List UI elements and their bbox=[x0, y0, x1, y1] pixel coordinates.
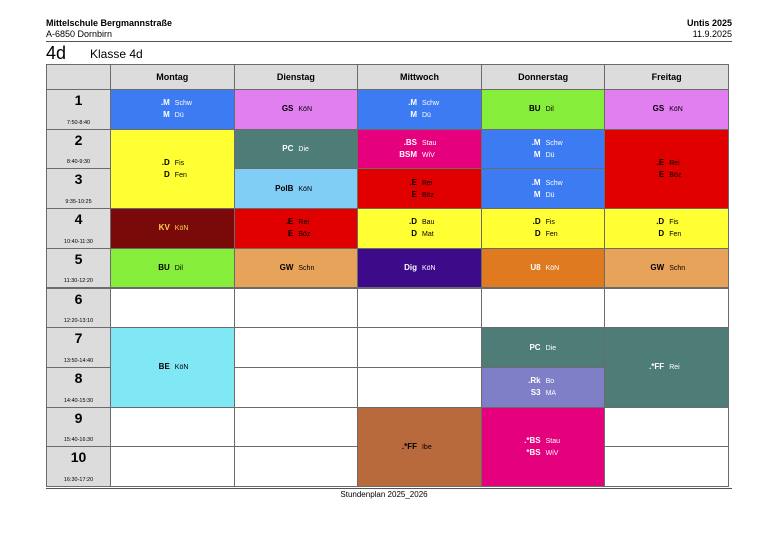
class-code: 4d bbox=[46, 43, 67, 63]
lesson-cell bbox=[357, 407, 482, 487]
lesson-line bbox=[144, 97, 201, 109]
period-time: 15:40-16:30 bbox=[63, 437, 94, 444]
teacher-code: Dü bbox=[174, 112, 184, 120]
lesson-cell bbox=[481, 168, 606, 209]
lesson-cell bbox=[481, 248, 606, 289]
period-label-5 bbox=[46, 248, 111, 289]
lesson-line bbox=[391, 216, 448, 228]
period-time: 16:30-17:20 bbox=[63, 476, 94, 483]
period-time: 11:30-12:20 bbox=[64, 278, 93, 285]
lesson-line bbox=[391, 177, 448, 189]
teacher-code: Dü bbox=[421, 112, 431, 120]
teacher-code: Fis bbox=[669, 219, 679, 227]
lesson-cell bbox=[357, 168, 482, 209]
teacher-code: Schw bbox=[545, 179, 563, 187]
subject-code: BU bbox=[158, 263, 170, 273]
lesson-cell bbox=[357, 248, 482, 289]
empty-slot bbox=[110, 288, 235, 329]
lesson-line bbox=[391, 189, 448, 201]
lesson-line bbox=[638, 216, 695, 228]
subject-code: M bbox=[533, 189, 541, 199]
subject-code: M bbox=[410, 110, 417, 120]
subject-code: D bbox=[411, 229, 417, 239]
period-label-4 bbox=[46, 208, 111, 249]
subject-code: .BS bbox=[403, 138, 417, 148]
period-number: 9 bbox=[74, 409, 83, 426]
teacher-code: Rei bbox=[298, 219, 309, 227]
teacher-code: Bo bbox=[545, 378, 555, 386]
print-date: 11.9.2025 bbox=[692, 29, 732, 39]
subject-code: .*FF bbox=[649, 362, 665, 372]
lesson-line bbox=[638, 169, 695, 181]
lesson-line bbox=[267, 103, 324, 115]
lesson-cell bbox=[357, 89, 482, 130]
lesson-line bbox=[267, 216, 324, 228]
subject-code: .*BS bbox=[524, 435, 541, 445]
subject-code: .D bbox=[532, 217, 541, 227]
lesson-cell bbox=[110, 129, 235, 209]
school-header bbox=[46, 18, 172, 40]
period-label-10 bbox=[46, 446, 111, 487]
teacher-code: KöN bbox=[298, 185, 313, 193]
teacher-code: Schw bbox=[174, 100, 192, 108]
period-number: 8 bbox=[74, 369, 83, 386]
period-label-9 bbox=[46, 407, 111, 448]
period-time: 8:40-9:30 bbox=[66, 159, 91, 166]
lesson-line bbox=[267, 262, 324, 274]
teacher-code: KöN bbox=[421, 265, 436, 273]
teacher-code: KöN bbox=[174, 364, 189, 372]
subject-code: .D bbox=[656, 217, 665, 227]
lesson-line bbox=[515, 447, 572, 459]
teacher-code: Rei bbox=[669, 364, 680, 372]
grid-corner bbox=[46, 64, 111, 90]
lesson-cell bbox=[481, 129, 606, 170]
teacher-code: Bau bbox=[421, 219, 435, 227]
school-address: A-6850 Dornbirn bbox=[46, 29, 113, 39]
lesson-cell bbox=[234, 248, 359, 289]
lesson-line bbox=[515, 435, 572, 447]
period-label-3 bbox=[46, 168, 111, 209]
empty-slot bbox=[234, 327, 359, 368]
teacher-code: Fis bbox=[545, 219, 555, 227]
lesson-line bbox=[638, 103, 695, 115]
subject-code: GS bbox=[652, 104, 665, 114]
lesson-line bbox=[267, 143, 324, 155]
lesson-line bbox=[515, 177, 572, 189]
teacher-code: KöN bbox=[174, 225, 189, 233]
subject-code: M bbox=[533, 150, 541, 160]
teacher-code: Dil bbox=[545, 106, 554, 114]
subject-code: M bbox=[163, 110, 170, 120]
lesson-line bbox=[391, 149, 448, 161]
lesson-cell bbox=[481, 89, 606, 130]
day-header-freitag: Freitag bbox=[604, 64, 729, 90]
subject-code: GS bbox=[281, 104, 294, 114]
subject-code: KV bbox=[158, 223, 170, 233]
teacher-code: Mat bbox=[421, 231, 434, 239]
lesson-cell bbox=[481, 407, 606, 487]
lesson-line bbox=[144, 109, 201, 121]
subject-code: .*FF bbox=[401, 441, 417, 451]
lesson-line bbox=[515, 342, 572, 354]
empty-slot bbox=[234, 367, 359, 408]
period-number: 5 bbox=[74, 250, 83, 267]
period-label-1 bbox=[46, 89, 111, 130]
day-header-montag: Montag bbox=[110, 64, 235, 90]
teacher-code: KöN bbox=[669, 106, 683, 114]
teacher-code: Ibe bbox=[421, 443, 432, 451]
subject-code: .M bbox=[531, 138, 541, 148]
lesson-cell bbox=[357, 129, 482, 170]
footer-divider bbox=[46, 488, 732, 489]
subject-code: BU bbox=[529, 104, 541, 114]
lesson-line bbox=[515, 137, 572, 149]
empty-slot bbox=[604, 288, 729, 329]
subject-code: PC bbox=[529, 342, 541, 352]
teacher-code: Fen bbox=[174, 171, 187, 179]
day-header-donnerstag: Donnerstag bbox=[481, 64, 606, 90]
lesson-cell bbox=[604, 248, 729, 289]
teacher-code: KöN bbox=[298, 106, 313, 114]
period-label-7 bbox=[46, 327, 111, 368]
lesson-line bbox=[515, 228, 572, 240]
teacher-code: Schn bbox=[669, 265, 686, 273]
teacher-code: Stau bbox=[421, 140, 437, 148]
lesson-line bbox=[515, 103, 572, 115]
teacher-code: Fen bbox=[545, 231, 558, 239]
subject-code: PolB bbox=[275, 183, 294, 193]
empty-slot bbox=[110, 407, 235, 448]
school-name: Mittelschule Bergmannstraße bbox=[46, 18, 173, 28]
period-number: 10 bbox=[70, 449, 87, 466]
subject-code: U8 bbox=[530, 263, 541, 273]
subject-code: E bbox=[411, 189, 417, 199]
period-number: 4 bbox=[74, 211, 83, 228]
period-number: 2 bbox=[74, 131, 83, 148]
teacher-code: MA bbox=[545, 390, 557, 398]
empty-slot bbox=[234, 288, 359, 329]
lesson-cell bbox=[481, 327, 606, 368]
teacher-code: Rei bbox=[669, 159, 680, 167]
period-label-8 bbox=[46, 367, 111, 408]
lesson-line bbox=[515, 262, 572, 274]
teacher-code: WiV bbox=[545, 449, 559, 457]
lesson-cell bbox=[481, 367, 606, 408]
subject-code: .M bbox=[531, 177, 541, 187]
subject-code: D bbox=[164, 169, 170, 179]
subject-code: GW bbox=[279, 263, 294, 273]
teacher-code: Schw bbox=[421, 100, 440, 108]
lesson-cell bbox=[604, 327, 729, 407]
teacher-code: Rei bbox=[421, 179, 433, 187]
lesson-cell bbox=[110, 208, 235, 249]
period-number: 3 bbox=[74, 171, 83, 188]
subject-code: D bbox=[534, 229, 541, 239]
teacher-code: Fen bbox=[669, 231, 682, 239]
teacher-code: Die bbox=[298, 146, 309, 154]
teacher-code: Böz bbox=[669, 171, 682, 179]
subject-code: .E bbox=[285, 217, 294, 227]
timetable-grid bbox=[46, 64, 728, 486]
teacher-code: Dü bbox=[545, 152, 555, 160]
day-header-mittwoch: Mittwoch bbox=[357, 64, 482, 90]
subject-code: E bbox=[288, 229, 294, 239]
lesson-line bbox=[515, 149, 572, 161]
lesson-line bbox=[144, 169, 201, 181]
lesson-cell bbox=[604, 129, 729, 209]
subject-code: .D bbox=[161, 157, 170, 167]
lesson-cell bbox=[604, 89, 729, 130]
period-time: 14:40-15:30 bbox=[63, 397, 94, 404]
lesson-line bbox=[144, 361, 201, 373]
lesson-line bbox=[638, 228, 695, 240]
teacher-code: Schw bbox=[545, 140, 563, 148]
lesson-cell bbox=[481, 208, 606, 249]
lesson-line bbox=[144, 222, 201, 234]
empty-slot bbox=[110, 446, 235, 487]
lesson-cell bbox=[110, 248, 235, 289]
header-divider bbox=[46, 41, 732, 42]
product-header bbox=[687, 18, 732, 40]
subject-code: GW bbox=[650, 263, 665, 273]
lesson-cell bbox=[234, 89, 359, 130]
teacher-code: KöN bbox=[545, 265, 560, 273]
lesson-line bbox=[391, 109, 448, 121]
lesson-line bbox=[391, 137, 448, 149]
empty-slot bbox=[604, 446, 729, 487]
period-number: 1 bbox=[74, 92, 83, 108]
teacher-code: WiV bbox=[421, 152, 435, 160]
lesson-cell bbox=[234, 168, 359, 209]
empty-slot bbox=[357, 327, 482, 368]
empty-slot bbox=[357, 367, 482, 408]
lesson-line bbox=[144, 157, 201, 169]
teacher-code: Dü bbox=[545, 191, 555, 199]
subject-code: .M bbox=[408, 98, 417, 108]
class-name: Klasse 4d bbox=[90, 47, 143, 61]
empty-slot bbox=[604, 407, 729, 448]
subject-code: Dig bbox=[404, 263, 417, 273]
day-header-dienstag: Dienstag bbox=[234, 64, 359, 90]
teacher-code: Schn bbox=[298, 265, 315, 273]
lesson-cell bbox=[110, 89, 235, 130]
period-time: 10:40-11:30 bbox=[64, 238, 93, 245]
lesson-cell bbox=[357, 208, 482, 249]
footer-text: Stundenplan 2025_2026 bbox=[340, 490, 428, 499]
subject-code: E bbox=[658, 169, 665, 179]
product-name: Untis 2025 bbox=[686, 18, 732, 28]
lesson-line bbox=[515, 375, 572, 387]
lesson-line bbox=[391, 262, 448, 274]
lesson-cell bbox=[110, 327, 235, 407]
period-time: 12:20-13:10 bbox=[63, 318, 94, 325]
empty-slot bbox=[234, 407, 359, 448]
lesson-line bbox=[391, 441, 448, 453]
lesson-line bbox=[515, 387, 572, 399]
lesson-line bbox=[267, 183, 324, 195]
period-label-6 bbox=[46, 288, 111, 329]
period-label-2 bbox=[46, 129, 111, 170]
teacher-code: Fis bbox=[174, 159, 185, 167]
lesson-line bbox=[267, 228, 324, 240]
teacher-code: Böz bbox=[298, 231, 311, 239]
subject-code: *BS bbox=[526, 447, 541, 457]
lesson-cell bbox=[234, 129, 359, 170]
lesson-line bbox=[391, 228, 448, 240]
subject-code: BSM bbox=[399, 150, 417, 160]
lesson-line bbox=[515, 216, 572, 228]
subject-code: .Rk bbox=[528, 376, 541, 386]
teacher-code: Böz bbox=[421, 191, 435, 199]
period-number: 6 bbox=[74, 290, 83, 307]
period-time: 9:35-10:25 bbox=[65, 199, 92, 206]
period-number: 7 bbox=[74, 330, 83, 347]
empty-slot bbox=[234, 446, 359, 487]
period-time: 13:50-14:40 bbox=[63, 357, 94, 364]
subject-code: D bbox=[658, 229, 665, 239]
subject-code: BE bbox=[158, 362, 170, 372]
lesson-line bbox=[638, 157, 695, 169]
subject-code: .E bbox=[409, 177, 417, 187]
empty-slot bbox=[357, 288, 482, 329]
subject-code: .M bbox=[160, 98, 170, 108]
lesson-line bbox=[391, 97, 448, 109]
lesson-cell bbox=[604, 208, 729, 249]
lesson-line bbox=[144, 262, 201, 274]
subject-code: S3 bbox=[530, 388, 541, 398]
teacher-code: Dil bbox=[174, 265, 183, 273]
lesson-cell bbox=[234, 208, 359, 249]
subject-code: PC bbox=[282, 144, 294, 154]
subject-code: .D bbox=[408, 217, 417, 227]
teacher-code: Die bbox=[545, 344, 557, 352]
lesson-line bbox=[638, 361, 695, 373]
teacher-code: Stau bbox=[545, 437, 560, 445]
period-time: 7:50-8:40 bbox=[66, 119, 91, 126]
empty-slot bbox=[481, 288, 606, 329]
lesson-line bbox=[515, 189, 572, 201]
lesson-line bbox=[638, 262, 695, 274]
subject-code: .E bbox=[656, 157, 665, 167]
